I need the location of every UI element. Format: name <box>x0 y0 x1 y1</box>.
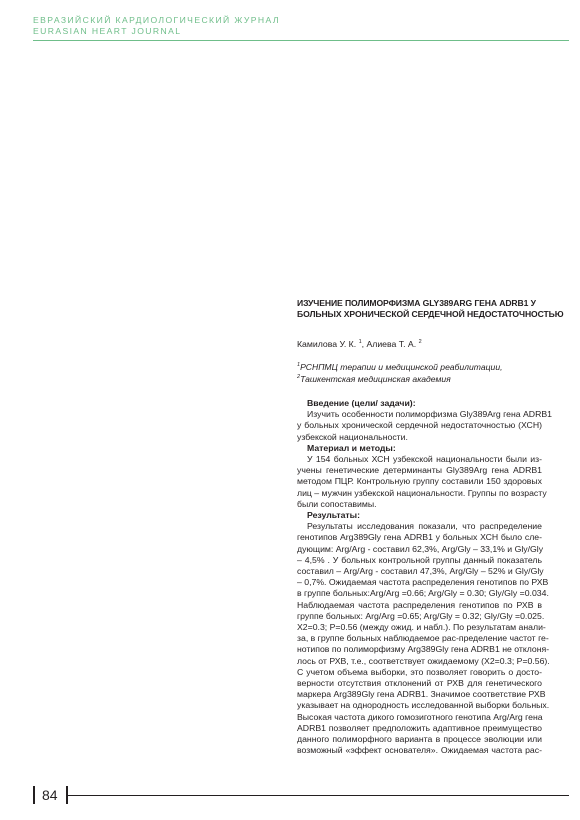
text-line: в группе больных:Arg/Arg =0.66; Arg/Gly = 0.30; Gly/Gly =0.034. <box>297 588 549 599</box>
text-line: составил – Arg/Arg - составил 47,3%, Arg/Gly – 52% и Gly/Gly <box>297 566 544 577</box>
text-line: возможный «эффект основателя». Ожидаемая частота рас- <box>297 745 542 756</box>
text-line: дующим: Arg/Arg - составил 62,3%, Arg/Gly – 33,1% и Gly/Gly <box>297 543 544 554</box>
text-line: Результаты исследования показали, что распределение <box>307 521 542 532</box>
author-2: , Алиева Т. А. <box>361 339 419 349</box>
text-line: X2=0.3; P=0.56 (между ожид. и набл.). По результатам анали- <box>297 622 546 633</box>
header-rule <box>33 40 569 41</box>
text-line: группе больных: Arg/Arg =0.65; Arg/Gly = 0.32; Gly/Gly =0.025. <box>297 610 545 621</box>
author-2-affil: 2 <box>418 339 422 345</box>
results-paragraph <box>297 521 550 756</box>
text-line: у больных хронической сердечной недостаточностью (ХСН) <box>297 420 542 431</box>
authors <box>297 339 542 350</box>
text-line: – 0,7%. Ожидаемая частота распределения генотипов по РХВ <box>297 577 549 588</box>
text-line: нотипов по полиморфизму Arg389Gly гена ADRB1 не отклоня- <box>297 644 550 655</box>
text-line: указывает на однородность исследованной выборки больных. <box>297 700 550 711</box>
text-line: лось от РХВ, т.е., соответствует ожидаемому (X2=0.3; P=0.56). <box>297 655 550 666</box>
author-1-affil: 1 <box>358 339 362 345</box>
text-line: за, в группе больных наблюдаемое рас-пределение частот ге- <box>297 633 549 644</box>
text-line: были сопоставимы. <box>297 498 377 509</box>
author-1: Камилова У. К. <box>297 339 359 349</box>
text-line: методом ПЦР. Контрольную группу составили 150 здоровых <box>297 476 542 487</box>
journal-title-en: EURASIAN HEART JOURNAL <box>33 26 182 36</box>
affiliations <box>297 362 542 385</box>
page-number: 84 <box>42 787 58 803</box>
text-line: учены генетические детерминанты Gly389Arg гена ADRB1 <box>297 465 542 476</box>
title-line-2: БОЛЬНЫХ ХРОНИЧЕСКОЙ СЕРДЕЧНОЙ НЕДОСТАТОЧНОСТЬЮ <box>297 309 564 319</box>
page-number-left-bar <box>33 786 35 804</box>
abstract-body <box>297 398 552 757</box>
text-line: ADRB1 позволяет предположить адаптивное преимущество <box>297 722 542 733</box>
title-line-1: ИЗУЧЕНИЕ ПОЛИМОРФИЗМА GLY389ARG ГЕНА ADRB1 У <box>297 298 536 308</box>
text-line: У 154 больных ХСН узбекской национальности были из- <box>307 454 542 465</box>
text-line: С учетом объема выборки, это позволяет говорить о досто- <box>297 666 542 677</box>
text-line: генотипов Arg389Gly гена ADRB1 у больных ХСН было сле- <box>297 532 542 543</box>
affiliation-1: $^1$РСНПМЦ терапии и медицинской реабилитации, <box>297 362 503 372</box>
text-line: лиц – мужчин узбекской национальности. Группы по возрасту <box>297 487 547 498</box>
results-heading: Результаты: <box>307 510 360 521</box>
journal-header <box>33 15 280 37</box>
text-line: Наблюдаемая частота распределения генотипов по РХВ в <box>297 599 542 610</box>
affiliation-2: $^2$Ташкентская медицинская академия <box>297 373 451 384</box>
article-title <box>297 298 564 320</box>
text-line: Высокая частота дикого гомозиготного генотипа Arg/Arg гена <box>297 711 543 722</box>
text-line: узбекской национальности. <box>297 431 408 442</box>
text-line: – 4,5% . У больных контрольной группы данный показатель <box>297 554 542 565</box>
journal-title-ru: ЕВРАЗИЙСКИЙ КАРДИОЛОГИЧЕСКИЙ ЖУРНАЛ <box>33 15 280 25</box>
text-line: верности отсутствия отклонений от РХВ для генетического <box>297 678 542 689</box>
footer-rule <box>66 795 569 796</box>
text-line: Изучить особенности полиморфизма Gly389Arg гена ADRB1 <box>307 409 552 420</box>
methods-paragraph <box>297 454 547 510</box>
methods-heading: Материал и методы: <box>307 442 396 453</box>
intro-heading: Введение (цели/ задачи): <box>307 398 416 408</box>
text-line: маркера Arg389Gly гена ADRB1. Значимое соответствие РХВ <box>297 689 546 700</box>
intro-paragraph <box>297 409 552 443</box>
text-line: данного полиморфного варианта в процессе эволюции или <box>297 734 542 745</box>
